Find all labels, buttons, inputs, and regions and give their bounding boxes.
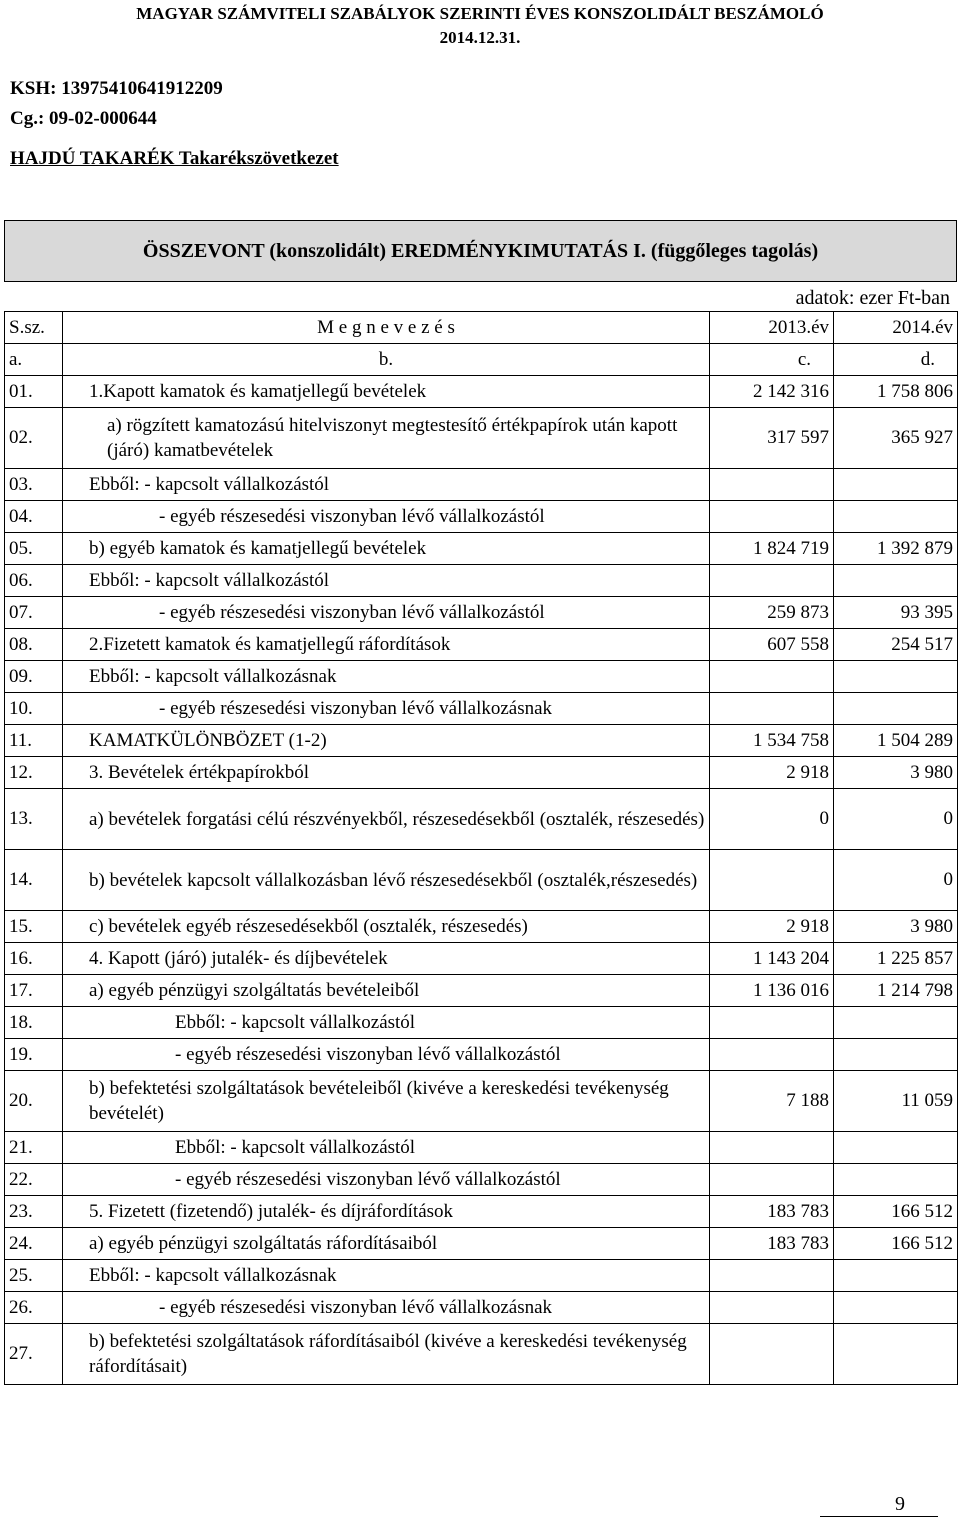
row-description: b) befektetési szolgáltatások bevételeiből (kivéve a kereskedési tevékenység bevételét)	[63, 1071, 710, 1132]
row-value-2013	[710, 1324, 834, 1385]
row-value-2014	[834, 1132, 958, 1164]
row-description: 3. Bevételek értékpapírokból	[63, 757, 710, 789]
row-value-2013	[710, 1132, 834, 1164]
col-letter-b: b.	[63, 344, 710, 376]
table-row	[5, 501, 958, 533]
row-value-2013: 317 597	[710, 408, 834, 469]
table-row	[5, 533, 958, 565]
row-value-2013: 2 918	[710, 911, 834, 943]
table-row	[5, 565, 958, 597]
row-value-2013	[710, 850, 834, 911]
statement-title-text: ÖSSZEVONT (konszolidált) EREDMÉNYKIMUTATÁS I. (függőleges tagolás)	[142, 239, 819, 262]
row-description: a) egyéb pénzügyi szolgáltatás bevételeiből	[63, 975, 710, 1007]
row-value-2014: 0	[834, 850, 958, 911]
table-row	[5, 1071, 958, 1132]
row-value-2014	[834, 469, 958, 501]
table-row	[5, 757, 958, 789]
table-row	[5, 1292, 958, 1324]
table-row	[5, 943, 958, 975]
row-value-2013	[710, 693, 834, 725]
row-number: 13.	[5, 789, 63, 850]
row-value-2013: 183 783	[710, 1228, 834, 1260]
report-header-date: 2014.12.31.	[439, 28, 521, 47]
row-value-2014: 365 927	[834, 408, 958, 469]
row-value-2013	[710, 1260, 834, 1292]
table-row	[5, 469, 958, 501]
row-description: b) bevételek kapcsolt vállalkozásban lévő részesedésekből (osztalék,részesedés)	[63, 850, 710, 911]
row-value-2013	[710, 469, 834, 501]
table-row	[5, 850, 958, 911]
row-description: KAMATKÜLÖNBÖZET (1-2)	[63, 725, 710, 757]
income-statement-table	[4, 311, 958, 1385]
row-value-2014: 166 512	[834, 1196, 958, 1228]
row-value-2013: 183 783	[710, 1196, 834, 1228]
row-description: a) egyéb pénzügyi szolgáltatás ráfordításaiból	[63, 1228, 710, 1260]
row-description: a) bevételek forgatási célú részvényekből, részesedésekből (osztalék, részesedés)	[63, 789, 710, 850]
row-number: 17.	[5, 975, 63, 1007]
row-number: 25.	[5, 1260, 63, 1292]
row-description: Ebből: - kapcsolt vállalkozástól	[63, 1132, 710, 1164]
col-letter-d: d.	[834, 344, 958, 376]
table-row	[5, 629, 958, 661]
row-value-2013	[710, 1039, 834, 1071]
row-value-2014	[834, 1164, 958, 1196]
table-row	[5, 911, 958, 943]
row-value-2014	[834, 501, 958, 533]
row-description: Ebből: - kapcsolt vállalkozástól	[63, 1007, 710, 1039]
row-number: 10.	[5, 693, 63, 725]
row-number: 01.	[5, 376, 63, 408]
row-value-2014	[834, 693, 958, 725]
row-description: 2.Fizetett kamatok és kamatjellegű ráfordítások	[63, 629, 710, 661]
row-number: 08.	[5, 629, 63, 661]
row-description: - egyéb részesedési viszonyban lévő vállalkozásnak	[63, 693, 710, 725]
table-row	[5, 1324, 958, 1385]
table-row	[5, 661, 958, 693]
row-number: 04.	[5, 501, 63, 533]
row-number: 18.	[5, 1007, 63, 1039]
row-value-2013	[710, 565, 834, 597]
col-header-2013: 2013.év	[710, 312, 834, 344]
row-description: a) rögzített kamatozású hitelviszonyt megtestesítő értékpapírok után kapott (járó) kamatbevételek	[63, 408, 710, 469]
row-description: Ebből: - kapcsolt vállalkozásnak	[63, 1260, 710, 1292]
table-row	[5, 789, 958, 850]
row-number: 09.	[5, 661, 63, 693]
col-header-name: M e g n e v e z é s	[63, 312, 710, 344]
row-value-2013: 0	[710, 789, 834, 850]
row-number: 11.	[5, 725, 63, 757]
row-number: 05.	[5, 533, 63, 565]
row-value-2014: 3 980	[834, 911, 958, 943]
table-row	[5, 1260, 958, 1292]
row-number: 16.	[5, 943, 63, 975]
row-description: - egyéb részesedési viszonyban lévő vállalkozásnak	[63, 1292, 710, 1324]
row-number: 24.	[5, 1228, 63, 1260]
cg-number: Cg.: 09-02-000644	[10, 108, 157, 129]
row-description: Ebből: - kapcsolt vállalkozástól	[63, 469, 710, 501]
col-letter-c: c.	[710, 344, 834, 376]
row-number: 22.	[5, 1164, 63, 1196]
statement-title	[4, 220, 957, 282]
row-description: - egyéb részesedési viszonyban lévő vállalkozástól	[63, 501, 710, 533]
row-number: 14.	[5, 850, 63, 911]
row-description: 4. Kapott (járó) jutalék- és díjbevételek	[63, 943, 710, 975]
row-value-2013: 1 824 719	[710, 533, 834, 565]
row-number: 02.	[5, 408, 63, 469]
row-value-2014: 0	[834, 789, 958, 850]
row-value-2013: 2 142 316	[710, 376, 834, 408]
row-value-2014	[834, 1007, 958, 1039]
row-value-2013	[710, 1007, 834, 1039]
row-number: 07.	[5, 597, 63, 629]
row-value-2014	[834, 661, 958, 693]
row-value-2014	[834, 1292, 958, 1324]
row-value-2014: 254 517	[834, 629, 958, 661]
table-row	[5, 408, 958, 469]
row-number: 20.	[5, 1071, 63, 1132]
row-number: 15.	[5, 911, 63, 943]
table-row	[5, 975, 958, 1007]
table-row	[5, 376, 958, 408]
row-value-2014: 11 059	[834, 1071, 958, 1132]
column-header-row	[5, 312, 958, 344]
row-value-2013: 1 136 016	[710, 975, 834, 1007]
row-description: b) egyéb kamatok és kamatjellegű bevételek	[63, 533, 710, 565]
row-value-2013: 259 873	[710, 597, 834, 629]
report-header-line1: MAGYAR SZÁMVITELI SZABÁLYOK SZERINTI ÉVES KONSZOLIDÁLT BESZÁMOLÓ	[136, 4, 824, 23]
table-row	[5, 725, 958, 757]
table-row	[5, 1196, 958, 1228]
units-note: adatok: ezer Ft-ban	[795, 287, 950, 309]
row-value-2014: 1 392 879	[834, 533, 958, 565]
row-value-2014: 166 512	[834, 1228, 958, 1260]
row-value-2013: 7 188	[710, 1071, 834, 1132]
page-number: 9	[895, 1493, 905, 1515]
row-description: - egyéb részesedési viszonyban lévő vállalkozástól	[63, 597, 710, 629]
row-value-2014: 1 758 806	[834, 376, 958, 408]
table-row	[5, 1132, 958, 1164]
row-value-2014	[834, 565, 958, 597]
row-description: b) befektetési szolgáltatások ráfordításaiból (kivéve a kereskedési tevékenység ráfordításait)	[63, 1324, 710, 1385]
row-number: 23.	[5, 1196, 63, 1228]
row-value-2014: 3 980	[834, 757, 958, 789]
row-value-2014: 1 214 798	[834, 975, 958, 1007]
row-value-2014: 1 225 857	[834, 943, 958, 975]
footer-rule	[820, 1516, 938, 1517]
row-value-2013: 607 558	[710, 629, 834, 661]
row-description: Ebből: - kapcsolt vállalkozásnak	[63, 661, 710, 693]
row-description: c) bevételek egyéb részesedésekből (osztalék, részesedés)	[63, 911, 710, 943]
table-row	[5, 1228, 958, 1260]
table-row	[5, 1164, 958, 1196]
row-description: 1.Kapott kamatok és kamatjellegű bevételek	[63, 376, 710, 408]
row-number: 06.	[5, 565, 63, 597]
row-number: 27.	[5, 1324, 63, 1385]
row-value-2014: 93 395	[834, 597, 958, 629]
row-value-2013	[710, 1292, 834, 1324]
row-value-2014	[834, 1039, 958, 1071]
table-row	[5, 1039, 958, 1071]
row-number: 19.	[5, 1039, 63, 1071]
row-value-2013: 1 143 204	[710, 943, 834, 975]
table-row	[5, 1007, 958, 1039]
ksh-number: KSH: 13975410641912209	[10, 78, 223, 99]
col-header-no: S.sz.	[5, 312, 63, 344]
column-letter-row	[5, 344, 958, 376]
row-description: 5. Fizetett (fizetendő) jutalék- és díjráfordítások	[63, 1196, 710, 1228]
row-value-2014: 1 504 289	[834, 725, 958, 757]
row-number: 21.	[5, 1132, 63, 1164]
col-letter-a: a.	[5, 344, 63, 376]
row-value-2013: 2 918	[710, 757, 834, 789]
col-header-2014: 2014.év	[834, 312, 958, 344]
row-description: Ebből: - kapcsolt vállalkozástól	[63, 565, 710, 597]
row-number: 26.	[5, 1292, 63, 1324]
table-row	[5, 693, 958, 725]
row-value-2014	[834, 1260, 958, 1292]
company-name: HAJDÚ TAKARÉK Takarékszövetkezet	[10, 148, 339, 169]
row-value-2013	[710, 661, 834, 693]
row-value-2013: 1 534 758	[710, 725, 834, 757]
row-value-2013	[710, 1164, 834, 1196]
row-description: - egyéb részesedési viszonyban lévő vállalkozástól	[63, 1164, 710, 1196]
row-number: 03.	[5, 469, 63, 501]
row-number: 12.	[5, 757, 63, 789]
row-value-2014	[834, 1324, 958, 1385]
row-value-2013	[710, 501, 834, 533]
table-row	[5, 597, 958, 629]
row-description: - egyéb részesedési viszonyban lévő vállalkozástól	[63, 1039, 710, 1071]
